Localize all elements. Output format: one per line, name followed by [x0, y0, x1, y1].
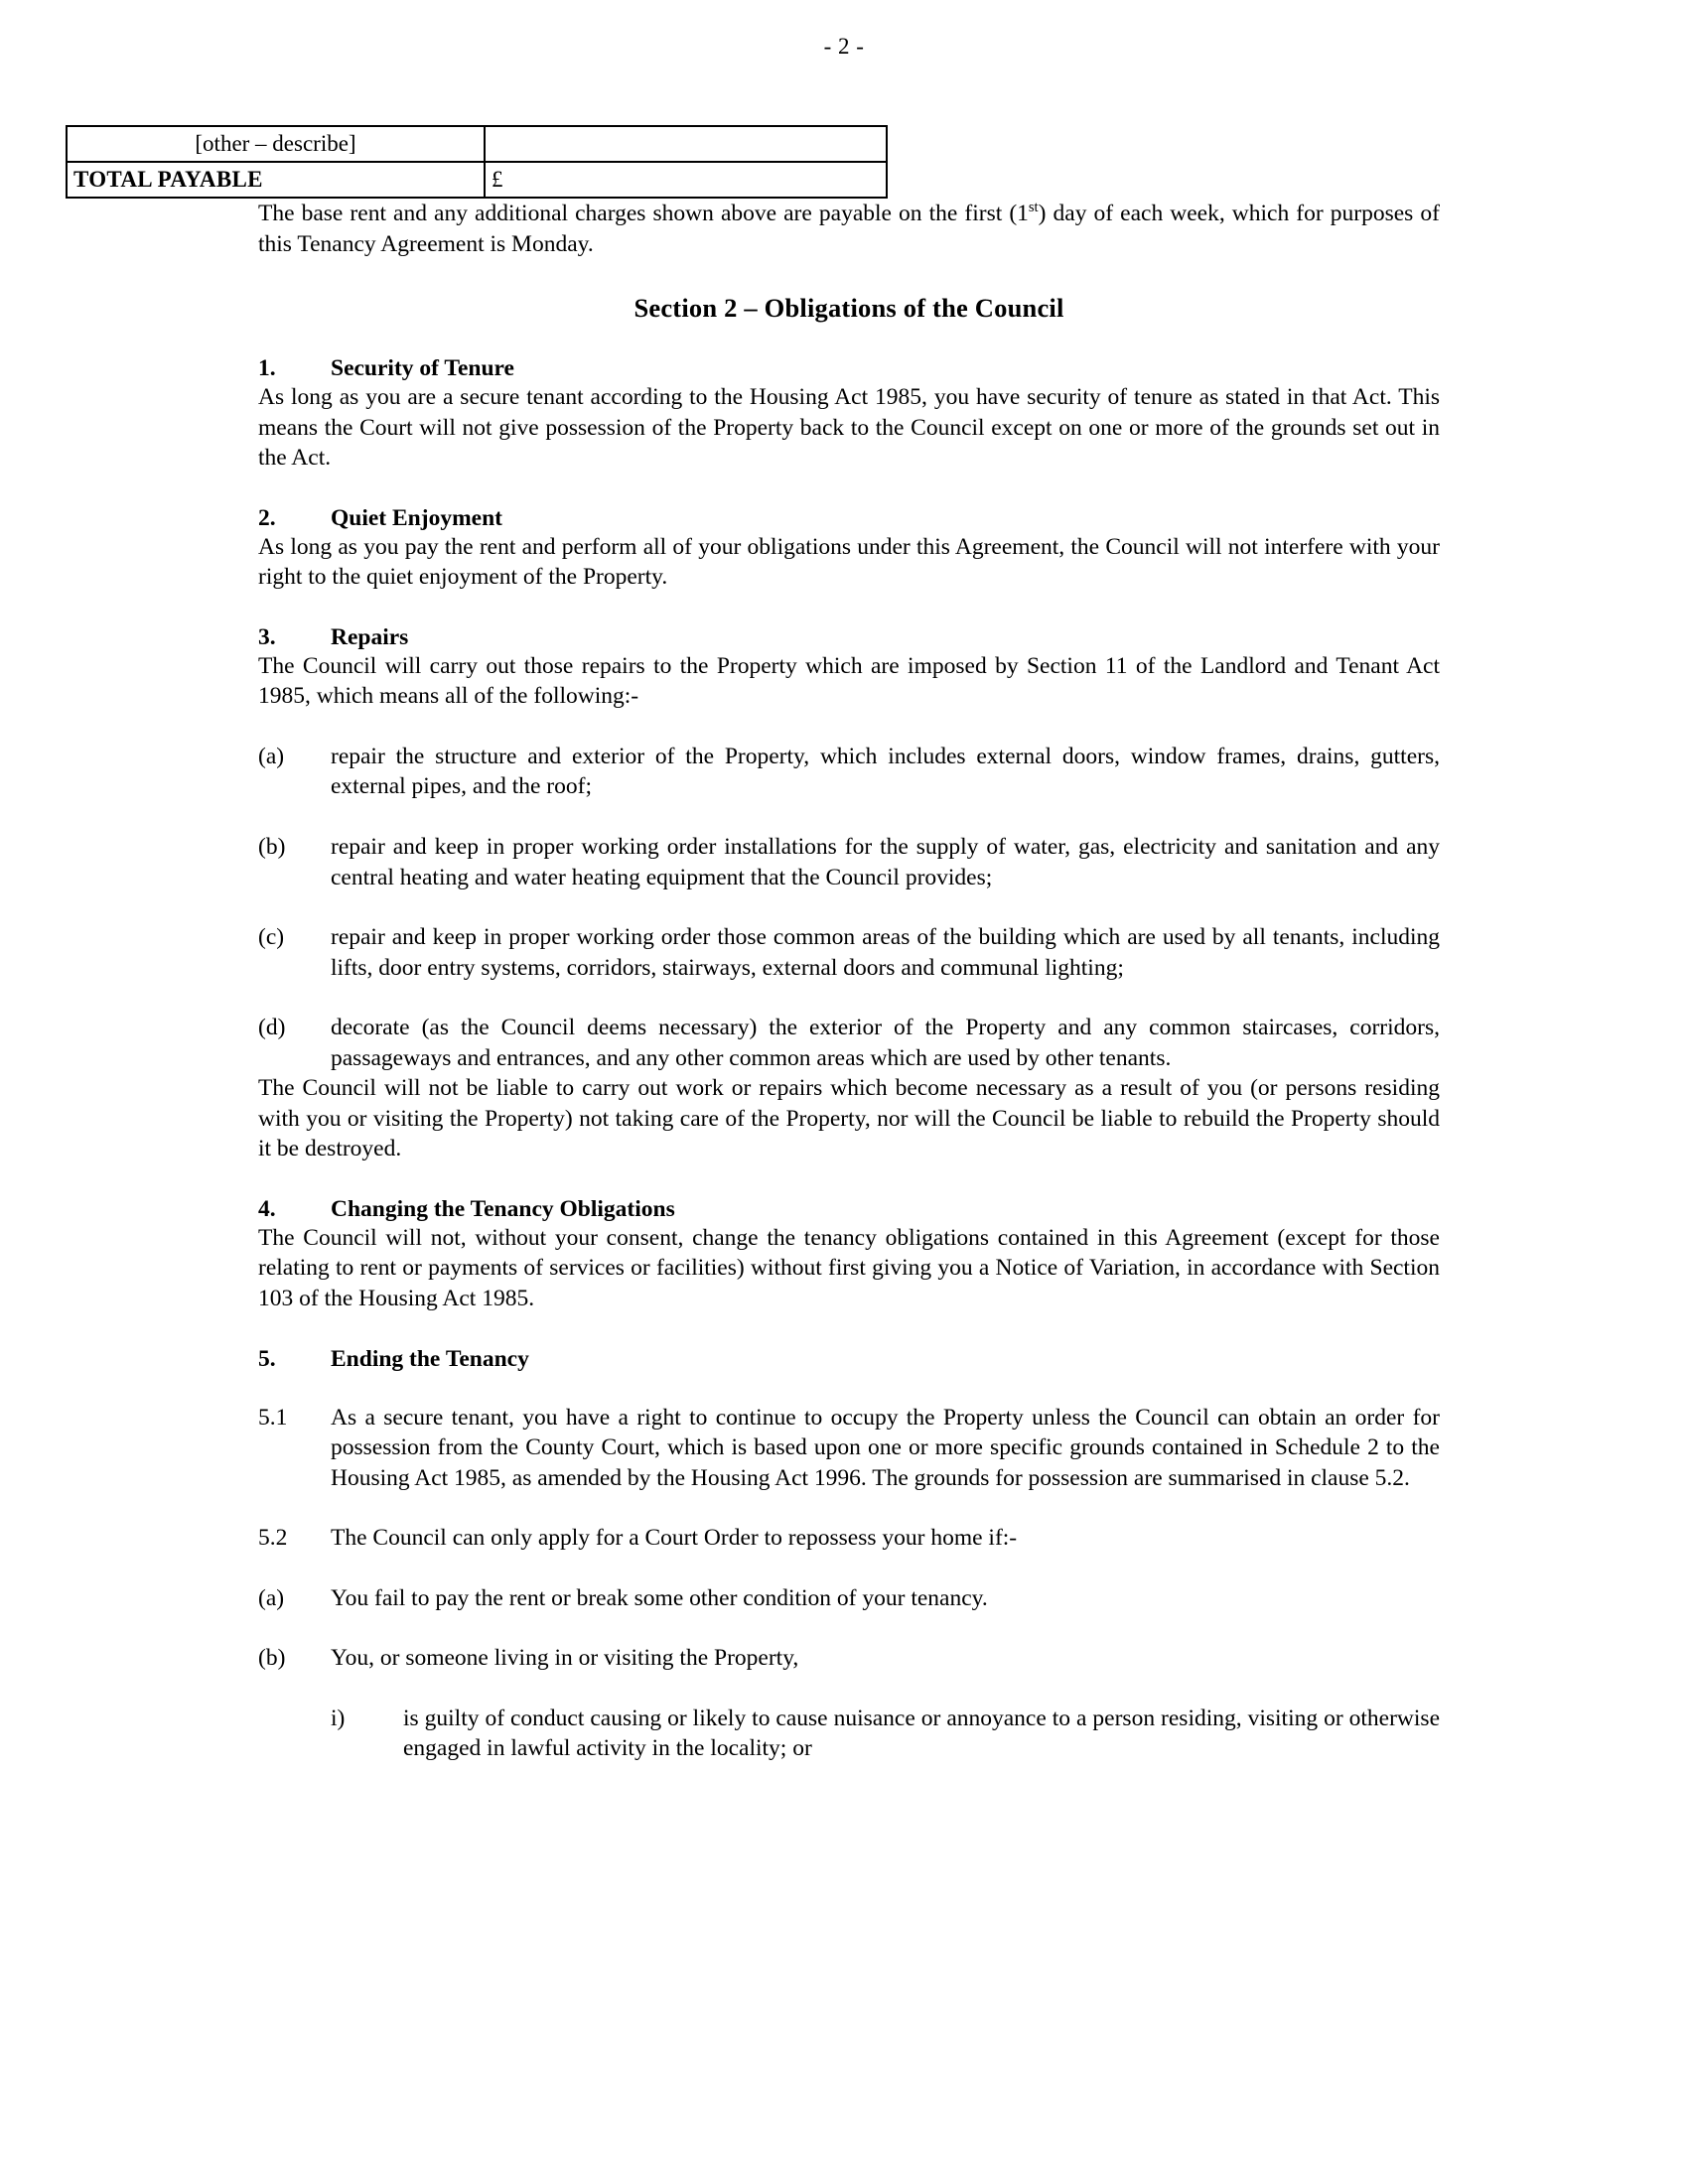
- clause-title-5: Ending the Tenancy: [331, 1345, 529, 1372]
- list-marker-5-1: 5.1: [258, 1404, 288, 1431]
- list-item: [258, 1403, 1440, 1494]
- list-item: [258, 1704, 1440, 1764]
- list-item: [258, 1013, 1440, 1073]
- clause-number-2: 2.: [258, 504, 276, 531]
- table-cell-total-payable: TOTAL PAYABLE: [67, 162, 485, 198]
- clause-number-3: 3.: [258, 623, 276, 650]
- clause-title-1: Security of Tenure: [331, 355, 514, 382]
- list-text-b: repair and keep in proper working order installations for the supply of water, gas, electricity and sanitation and any central heating and water heating equipment that the Council provides;: [331, 834, 1440, 890]
- list-text-5-2-a: You fail to pay the rent or break some other condition of your tenancy.: [331, 1584, 988, 1611]
- list-marker-5-2: 5.2: [258, 1525, 288, 1552]
- list-item: [258, 1583, 1440, 1614]
- clause-title-3: Repairs: [331, 623, 409, 650]
- table-row: [67, 126, 887, 162]
- repairs-closing-paragraph: The Council will not be liable to carry out work or repairs which become necessary as a result of you (or persons residing with you or visiting the Property) not taking care of the Property, nor will the Council be liable to rebuild the Property should it be destroyed.: [258, 1075, 1440, 1162]
- clause-heading-5: [258, 1346, 1440, 1373]
- list-text-5-2-b: You, or someone living in or visiting the Property,: [331, 1645, 799, 1672]
- clause-heading-3: [258, 624, 1440, 651]
- table-row: [67, 162, 887, 198]
- clause-body-2: As long as you pay the rent and perform all of your obligations under this Agreement, the Council will not interfere with your right to the quiet enjoyment of the Property.: [258, 533, 1440, 591]
- clause-number-1: 1.: [258, 355, 276, 382]
- list-item: [258, 832, 1440, 892]
- list-item: [258, 1523, 1440, 1554]
- section-title: Section 2 – Obligations of the Council: [633, 293, 1064, 324]
- list-text-5-2: The Council can only apply for a Court Order to repossess your home if:-: [331, 1525, 1018, 1552]
- list-text-c: repair and keep in proper working order those common areas of the building which are used by all tenants, including lifts, door entry systems, corridors, stairways, external doors and communal lighting;: [331, 924, 1440, 981]
- list-marker-d: (d): [258, 1015, 286, 1041]
- clause-body-3: The Council will carry out those repairs to the Property which are imposed by Section 11 of the Landlord and Tenant Act 1985, which means all of the following:-: [258, 652, 1440, 710]
- page-number: - 2 -: [823, 34, 865, 59]
- list-item: [258, 742, 1440, 802]
- clause-number-4: 4.: [258, 1195, 276, 1222]
- list-text-5-2-b-i: is guilty of conduct causing or likely to cause nuisance or annoyance to a person residing, visiting or otherwise engaged in lawful activity in the locality; or: [403, 1705, 1440, 1762]
- list-marker-a: (a): [258, 743, 285, 769]
- clause-heading-1: [258, 355, 1440, 382]
- table-cell-total-value: £: [485, 162, 887, 198]
- charges-table: [66, 125, 888, 199]
- intro-text-part1: The base rent and any additional charges shown above are payable on the first (1: [258, 201, 1029, 226]
- list-item: [258, 1643, 1440, 1674]
- table-cell-other-describe: [other – describe]: [67, 126, 485, 162]
- ordinal-superscript: st: [1028, 200, 1039, 216]
- list-marker-5-2-a: (a): [258, 1584, 285, 1611]
- clause-title-2: Quiet Enjoyment: [331, 504, 502, 531]
- list-marker-5-2-b: (b): [258, 1645, 286, 1672]
- clause-body-1: As long as you are a secure tenant according to the Housing Act 1985, you have security of tenure as stated in that Act. This means the Court will not give possession of the Property back to the Council except on one or more of the grounds set out in the Act.: [258, 384, 1440, 472]
- clause-number-5: 5.: [258, 1345, 276, 1372]
- clause-title-4: Changing the Tenancy Obligations: [331, 1195, 675, 1222]
- document-body: [248, 199, 1440, 1764]
- intro-text-part2: ) day of each week, which for purposes of this Tenancy Agreement is Monday.: [258, 201, 1440, 257]
- list-marker-c: (c): [258, 924, 285, 951]
- clause-body-4: The Council will not, without your consent, change the tenancy obligations contained in this Agreement (except for those relating to rent or payments of services or facilities) without first giving you a Notice of Variation, in accordance with Section 103 of the Housing Act 1985.: [258, 1224, 1440, 1312]
- list-text-d: decorate (as the Council deems necessary) the exterior of the Property and any common staircases, corridors, passageways and entrances, and any other common areas which are used by other tenants.: [331, 1015, 1440, 1071]
- list-marker-b: (b): [258, 834, 286, 861]
- list-text-a: repair the structure and exterior of the Property, which includes external doors, window frames, drains, gutters, external pipes, and the roof;: [331, 743, 1440, 800]
- table-cell-other-value: [485, 126, 887, 162]
- clause-heading-2: [258, 505, 1440, 532]
- intro-paragraph: [258, 199, 1440, 259]
- list-marker-5-2-b-i: i): [331, 1705, 346, 1731]
- list-item: [258, 922, 1440, 983]
- list-text-5-1: As a secure tenant, you have a right to continue to occupy the Property unless the Council can obtain an order for possession from the County Court, which is based upon one or more specific grounds contained in Schedule 2 to the Housing Act 1985, as amended by the Housing Act 1996. The grounds for possession are summarised in clause 5.2.: [331, 1404, 1440, 1491]
- clause-heading-4: [258, 1196, 1440, 1223]
